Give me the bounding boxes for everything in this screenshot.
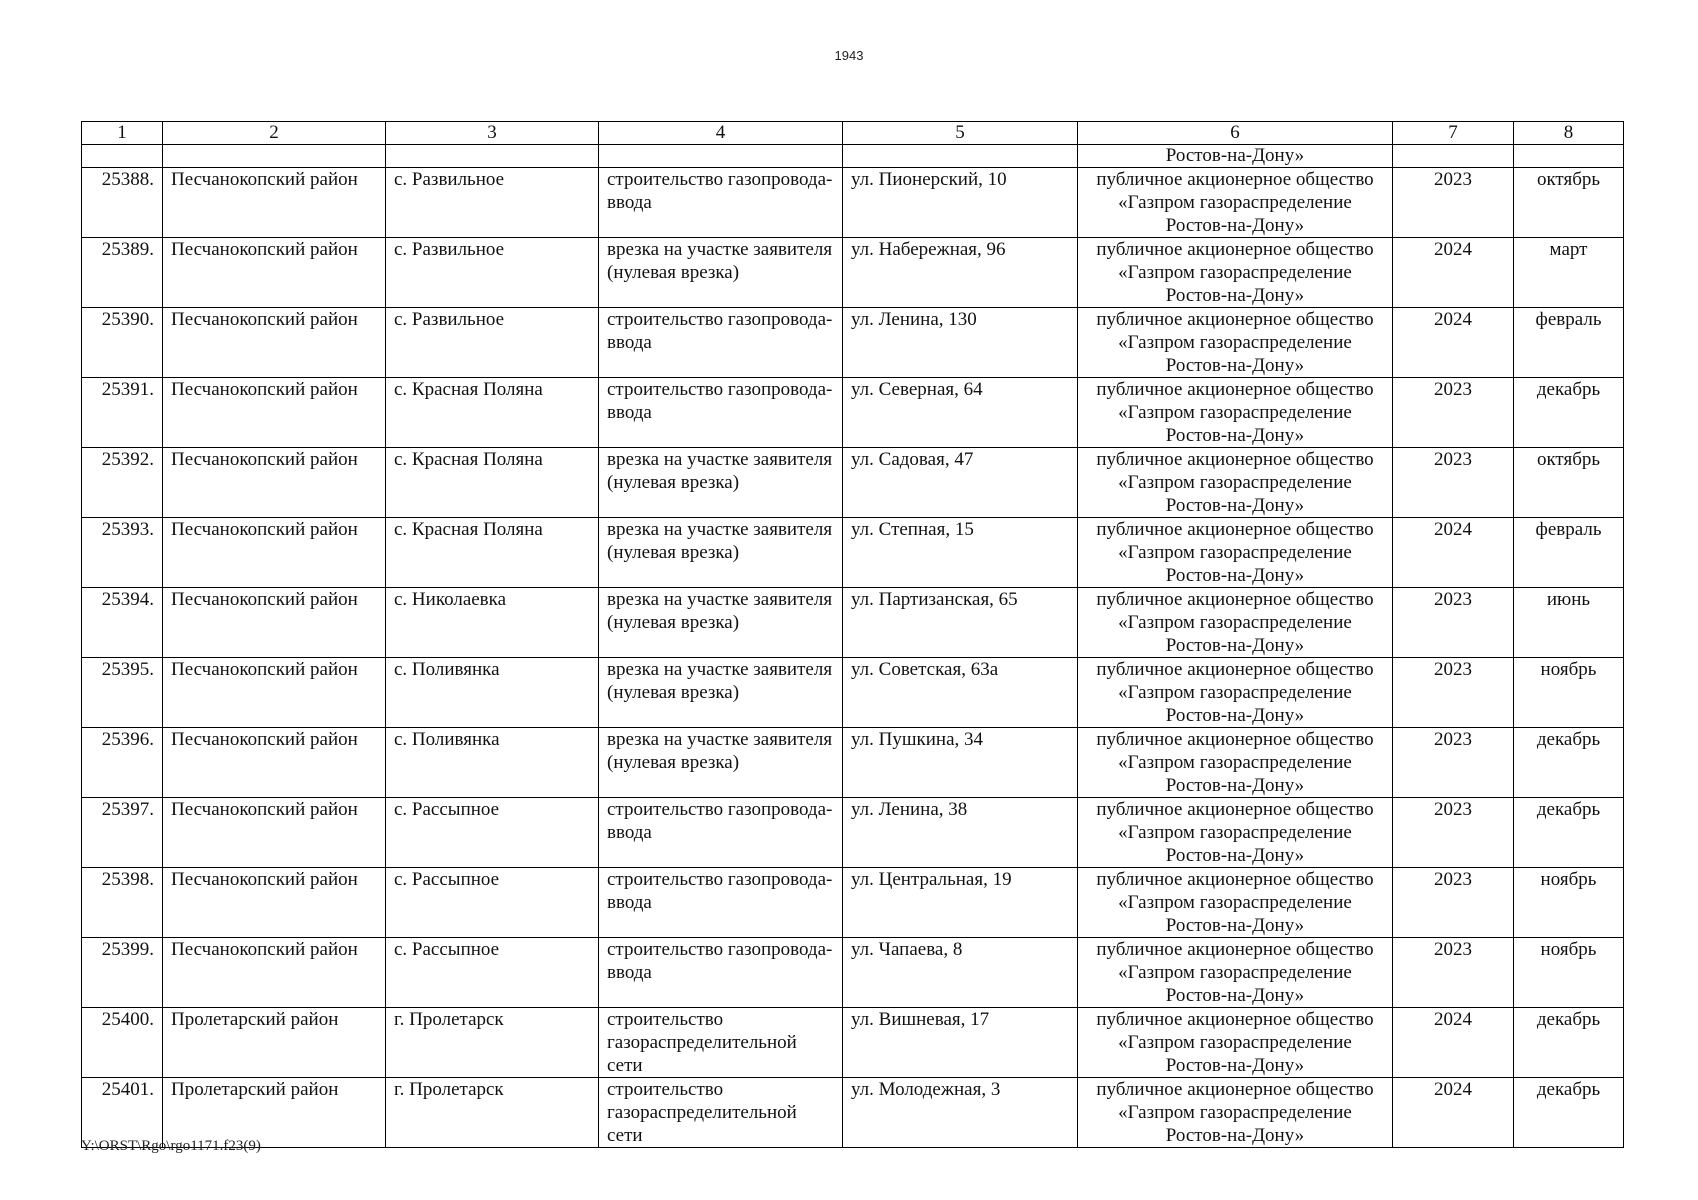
address-cell: ул. Пушкина, 34 [843,728,1078,798]
address-cell: ул. Ленина, 130 [843,308,1078,378]
table-cell [163,145,386,168]
organization-cell: публичное акционерное общество «Газпром газораспределение Ростов-на-Дону» [1078,448,1393,518]
district-cell: Песчанокопский район [163,238,386,308]
table-row [82,1078,1624,1148]
column-number-cell: 1 [82,122,163,145]
table-row [82,518,1624,588]
address-cell: ул. Пионерский, 10 [843,168,1078,238]
year-cell: 2023 [1393,588,1514,658]
month-cell: декабрь [1514,798,1624,868]
month-cell: март [1514,238,1624,308]
column-number-cell: 6 [1078,122,1393,145]
work-type-cell: врезка на участке заявителя (нулевая врезка) [599,588,843,658]
settlement-cell: с. Красная Поляна [386,378,599,448]
work-type-cell: строительство газопровода-ввода [599,868,843,938]
column-number-row [82,122,1624,145]
district-cell: Песчанокопский район [163,518,386,588]
table-cell [386,145,599,168]
table-row [82,868,1624,938]
work-type-cell: строительство газораспределительной сети [599,1008,843,1078]
column-number-cell: 5 [843,122,1078,145]
address-cell: ул. Центральная, 19 [843,868,1078,938]
column-number-cell: 8 [1514,122,1624,145]
row-number-cell: 25395. [82,658,163,728]
month-cell: октябрь [1514,448,1624,518]
table-cell [599,145,843,168]
row-number-cell: 25399. [82,938,163,1008]
address-cell: ул. Чапаева, 8 [843,938,1078,1008]
organization-cell: публичное акционерное общество «Газпром газораспределение Ростов-на-Дону» [1078,518,1393,588]
table-body [82,122,1624,1148]
row-number-cell: 25394. [82,588,163,658]
work-type-cell: врезка на участке заявителя (нулевая врезка) [599,728,843,798]
month-cell: февраль [1514,308,1624,378]
settlement-cell: с. Красная Поляна [386,448,599,518]
settlement-cell: с. Красная Поляна [386,518,599,588]
address-cell: ул. Молодежная, 3 [843,1078,1078,1148]
file-reference: Y:\ORST\Rgo\rgo1171.f23(9) [81,1138,261,1154]
district-cell: Песчанокопский район [163,378,386,448]
row-number-cell: 25388. [82,168,163,238]
settlement-cell: г. Пролетарск [386,1008,599,1078]
year-cell: 2023 [1393,378,1514,448]
organization-cell: публичное акционерное общество «Газпром газораспределение Ростов-на-Дону» [1078,168,1393,238]
table-cell [843,145,1078,168]
district-cell: Песчанокопский район [163,588,386,658]
column-number-cell: 7 [1393,122,1514,145]
row-number-cell: 25392. [82,448,163,518]
work-type-cell: строительство газопровода-ввода [599,308,843,378]
organization-cell: публичное акционерное общество «Газпром газораспределение Ростов-на-Дону» [1078,938,1393,1008]
table-row [82,1008,1624,1078]
row-number-cell: 25389. [82,238,163,308]
district-cell: Пролетарский район [163,1078,386,1148]
month-cell: декабрь [1514,1008,1624,1078]
year-cell: 2023 [1393,658,1514,728]
year-cell: 2023 [1393,798,1514,868]
settlement-cell: с. Поливянка [386,728,599,798]
column-number-cell: 3 [386,122,599,145]
settlement-cell: с. Рассыпное [386,938,599,1008]
year-cell: 2023 [1393,168,1514,238]
table-row [82,938,1624,1008]
month-cell: февраль [1514,518,1624,588]
table-row [82,448,1624,518]
district-cell: Песчанокопский район [163,448,386,518]
district-cell: Песчанокопский район [163,308,386,378]
district-cell: Песчанокопский район [163,938,386,1008]
district-cell: Пролетарский район [163,1008,386,1078]
table-row [82,728,1624,798]
table-row [82,378,1624,448]
year-cell: 2024 [1393,1078,1514,1148]
row-number-cell: 25391. [82,378,163,448]
row-number-cell: 25398. [82,868,163,938]
year-cell: 2023 [1393,728,1514,798]
year-cell: 2023 [1393,448,1514,518]
settlement-cell: г. Пролетарск [386,1078,599,1148]
row-number-cell: 25400. [82,1008,163,1078]
month-cell: декабрь [1514,728,1624,798]
district-cell: Песчанокопский район [163,658,386,728]
work-type-cell: строительство газопровода-ввода [599,798,843,868]
year-cell: 2024 [1393,308,1514,378]
month-cell: октябрь [1514,168,1624,238]
year-cell: 2024 [1393,238,1514,308]
row-number-cell: 25397. [82,798,163,868]
organization-cell: публичное акционерное общество «Газпром газораспределение Ростов-на-Дону» [1078,378,1393,448]
year-cell: 2023 [1393,868,1514,938]
table-cell [1393,145,1514,168]
address-cell: ул. Степная, 15 [843,518,1078,588]
page-number: 1943 [834,48,864,63]
table-row [82,658,1624,728]
document-table [81,121,1624,1148]
address-cell: ул. Партизанская, 65 [843,588,1078,658]
table-cell [82,145,163,168]
carry-over-text: Ростов-на-Дону» [1078,145,1393,168]
district-cell: Песчанокопский район [163,168,386,238]
address-cell: ул. Вишневая, 17 [843,1008,1078,1078]
settlement-cell: с. Рассыпное [386,868,599,938]
work-type-cell: строительство газопровода-ввода [599,378,843,448]
organization-cell: публичное акционерное общество «Газпром газораспределение Ростов-на-Дону» [1078,798,1393,868]
table-row [82,238,1624,308]
year-cell: 2024 [1393,518,1514,588]
work-type-cell: врезка на участке заявителя (нулевая врезка) [599,658,843,728]
organization-cell: публичное акционерное общество «Газпром газораспределение Ростов-на-Дону» [1078,308,1393,378]
address-cell: ул. Набережная, 96 [843,238,1078,308]
table-row [82,308,1624,378]
month-cell: декабрь [1514,378,1624,448]
district-cell: Песчанокопский район [163,798,386,868]
work-type-cell: врезка на участке заявителя (нулевая врезка) [599,238,843,308]
year-cell: 2024 [1393,1008,1514,1078]
settlement-cell: с. Николаевка [386,588,599,658]
carry-over-row [82,145,1624,168]
month-cell: ноябрь [1514,938,1624,1008]
month-cell: ноябрь [1514,868,1624,938]
district-cell: Песчанокопский район [163,868,386,938]
row-number-cell: 25390. [82,308,163,378]
table-row [82,798,1624,868]
settlement-cell: с. Поливянка [386,658,599,728]
column-number-cell: 2 [163,122,386,145]
month-cell: июнь [1514,588,1624,658]
address-cell: ул. Северная, 64 [843,378,1078,448]
settlement-cell: с. Развильное [386,168,599,238]
settlement-cell: с. Рассыпное [386,798,599,868]
row-number-cell: 25396. [82,728,163,798]
organization-cell: публичное акционерное общество «Газпром газораспределение Ростов-на-Дону» [1078,868,1393,938]
work-type-cell: врезка на участке заявителя (нулевая врезка) [599,448,843,518]
district-cell: Песчанокопский район [163,728,386,798]
year-cell: 2023 [1393,938,1514,1008]
organization-cell: публичное акционерное общество «Газпром газораспределение Ростов-на-Дону» [1078,728,1393,798]
column-number-cell: 4 [599,122,843,145]
month-cell: ноябрь [1514,658,1624,728]
work-type-cell: строительство газопровода-ввода [599,938,843,1008]
organization-cell: публичное акционерное общество «Газпром газораспределение Ростов-на-Дону» [1078,238,1393,308]
month-cell: декабрь [1514,1078,1624,1148]
address-cell: ул. Ленина, 38 [843,798,1078,868]
organization-cell: публичное акционерное общество «Газпром газораспределение Ростов-на-Дону» [1078,1008,1393,1078]
address-cell: ул. Советская, 63а [843,658,1078,728]
settlement-cell: с. Развильное [386,308,599,378]
work-type-cell: строительство газораспределительной сети [599,1078,843,1148]
row-number-cell: 25401. [82,1078,163,1148]
row-number-cell: 25393. [82,518,163,588]
organization-cell: публичное акционерное общество «Газпром газораспределение Ростов-на-Дону» [1078,1078,1393,1148]
organization-cell: публичное акционерное общество «Газпром газораспределение Ростов-на-Дону» [1078,588,1393,658]
work-type-cell: строительство газопровода-ввода [599,168,843,238]
organization-cell: публичное акционерное общество «Газпром газораспределение Ростов-на-Дону» [1078,658,1393,728]
table-row [82,168,1624,238]
table-row [82,588,1624,658]
settlement-cell: с. Развильное [386,238,599,308]
address-cell: ул. Садовая, 47 [843,448,1078,518]
table-cell [1514,145,1624,168]
work-type-cell: врезка на участке заявителя (нулевая врезка) [599,518,843,588]
